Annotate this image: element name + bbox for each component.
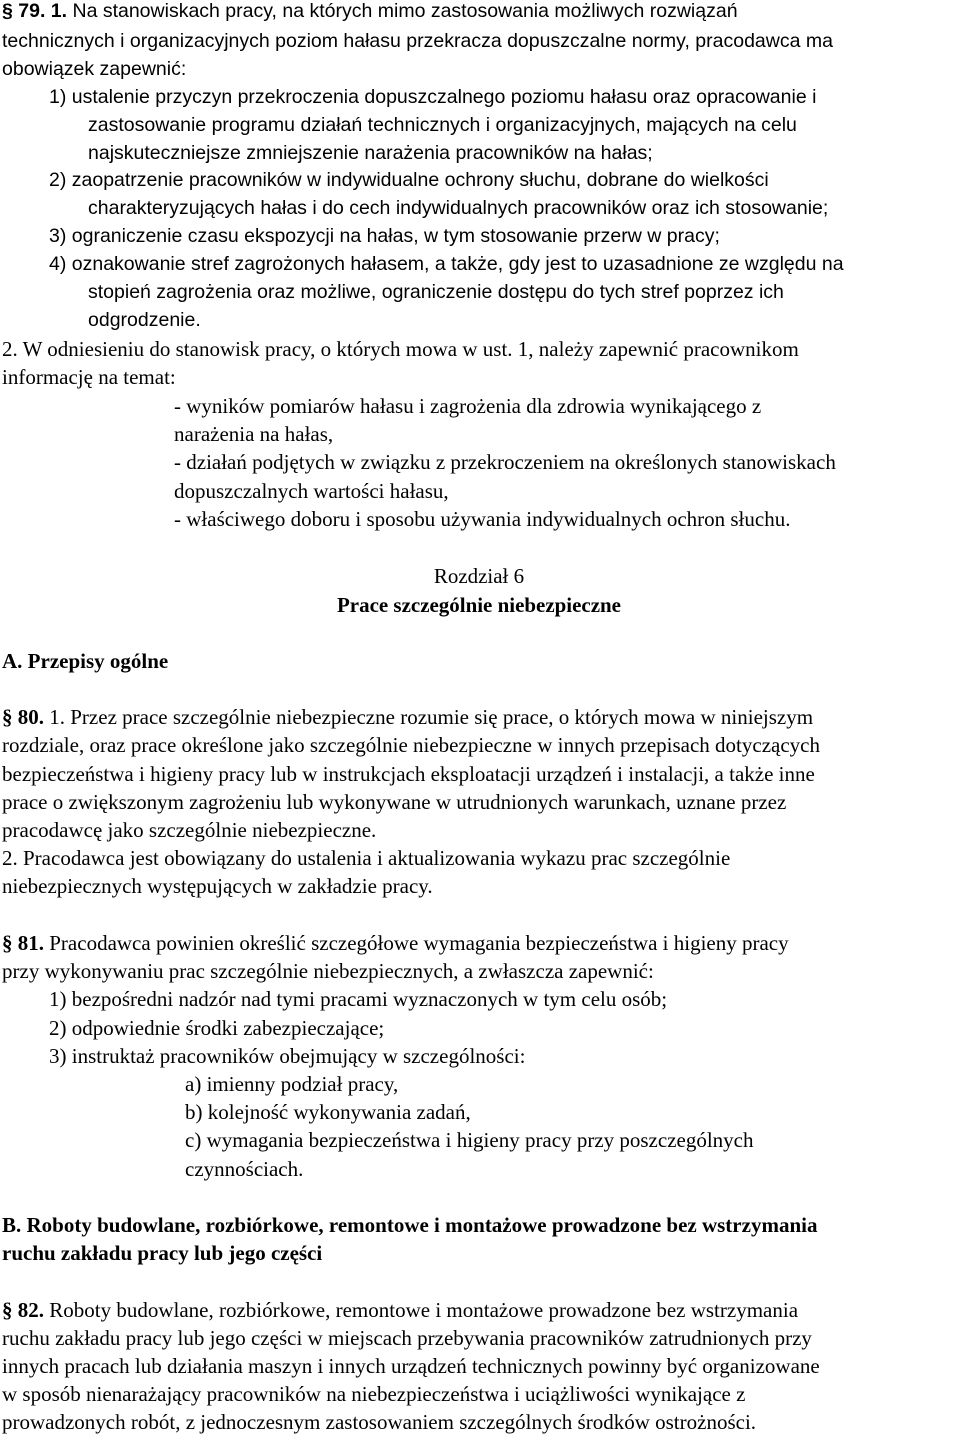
dash-item: - wyników pomiarów hałasu i zagrożenia dla zdrowia wynikającego z xyxy=(174,394,762,418)
paragraph-81-line xyxy=(2,929,789,957)
list-item-continuation: odgrodzenie. xyxy=(88,309,201,331)
list-item-continuation: zastosowanie programu działań technicznych i organizacyjnych, mających na celu xyxy=(88,114,797,136)
section-heading-b: ruchu zakładu pracy lub jego części xyxy=(2,1241,323,1265)
section-heading-b: B. Roboty budowlane, rozbiórkowe, remontowe i montażowe prowadzone bez wstrzymania xyxy=(2,1213,818,1237)
paragraph-81-number: § 81. xyxy=(2,931,44,955)
paragraph-81-line: przy wykonywaniu prac szczególnie niebezpiecznych, a zwłaszcza zapewnić: xyxy=(2,959,654,983)
list-item: 3) ograniczenie czasu ekspozycji na hałas, w tym stosowanie przerw w pracy; xyxy=(49,225,720,247)
paragraph-79-line xyxy=(2,0,738,25)
paragraph-80-line: bezpieczeństwa i higieny pracy lub w instrukcjach eksploatacji urządzeń i instalacji, a także inne xyxy=(2,762,815,786)
paragraph-79-line: 2. W odniesieniu do stanowisk pracy, o których mowa w ust. 1, należy zapewnić pracownikom xyxy=(2,337,799,361)
paragraph-82-number: § 82. xyxy=(2,1298,44,1322)
paragraph-82-line: innych pracach lub działania maszyn i innych urządzeń technicznych powinny być organizowane xyxy=(2,1354,820,1378)
section-heading-a: A. Przepisy ogólne xyxy=(2,649,169,673)
list-item-continuation: najskuteczniejsze zmniejszenie narażenia pracowników na hałas; xyxy=(88,142,653,164)
paragraph-79-line: obowiązek zapewnić: xyxy=(2,58,187,80)
paragraph-82-line: w sposób nienarażający pracowników na niebezpieczeństwa i uciążliwości wynikające z xyxy=(2,1382,746,1406)
list-item: 1) ustalenie przyczyn przekroczenia dopuszczalnego poziomu hałasu oraz opracowanie i xyxy=(49,86,817,108)
paragraph-80-text: 1. Przez prace szczególnie niebezpieczne rozumie się prace, o których mowa w niniejszym xyxy=(49,705,814,729)
chapter-number: Rozdział 6 xyxy=(433,564,525,588)
sub-list-item-continuation: czynnościach. xyxy=(185,1157,304,1181)
dash-item-continuation: dopuszczalnych wartości hałasu, xyxy=(174,479,449,503)
list-item-continuation: stopień zagrożenia oraz możliwe, ograniczenie dostępu do tych stref poprzez ich xyxy=(88,281,784,303)
paragraph-80-line: 2. Pracodawca jest obowiązany do ustalenia i aktualizowania wykazu prac szczególnie xyxy=(2,846,731,870)
sub-list-item: c) wymagania bezpieczeństwa i higieny pracy przy poszczególnych xyxy=(185,1128,754,1152)
paragraph-81-text: Pracodawca powinien określić szczegółowe wymagania bezpieczeństwa i higieny pracy xyxy=(49,931,789,955)
paragraph-80-number: § 80. xyxy=(2,705,44,729)
dash-item-continuation: narażenia na hałas, xyxy=(174,422,334,446)
list-item: 3) instruktaż pracowników obejmujący w szczególności: xyxy=(49,1044,526,1068)
paragraph-79-line: technicznych i organizacyjnych poziom hałasu przekracza dopuszczalne normy, pracodawca ma xyxy=(2,30,833,52)
list-item: 2) zaopatrzenie pracowników w indywidualne ochrony słuchu, dobrane do wielkości xyxy=(49,169,769,191)
list-item: 1) bezpośredni nadzór nad tymi pracami wyznaczonych w tym celu osób; xyxy=(49,987,668,1011)
paragraph-82-line: prowadzonych robót, z jednoczesnym zastosowaniem szczególnych środków ostrożności. xyxy=(2,1410,757,1434)
paragraph-80-line: niebezpiecznych występujących w zakładzie pracy. xyxy=(2,874,433,898)
dash-item: - właściwego doboru i sposobu używania indywidualnych ochron słuchu. xyxy=(174,507,791,531)
paragraph-82-text: Roboty budowlane, rozbiórkowe, remontowe i montażowe prowadzone bez wstrzymania xyxy=(49,1298,799,1322)
sub-list-item: b) kolejność wykonywania zadań, xyxy=(185,1100,471,1124)
sub-list-item: a) imienny podział pracy, xyxy=(185,1072,399,1096)
list-item: 4) oznakowanie stref zagrożonych hałasem, a także, gdy jest to uzasadnione ze względu na xyxy=(49,253,844,275)
paragraph-79-number: § 79. 1. xyxy=(2,0,68,22)
dash-item: - działań podjętych w związku z przekroczeniem na określonych stanowiskach xyxy=(174,450,836,474)
paragraph-82-line: ruchu zakładu pracy lub jego części w miejscach przebywania pracowników zatrudnionych przy xyxy=(2,1326,812,1350)
paragraph-79-line: informację na temat: xyxy=(2,365,176,389)
list-item: 2) odpowiednie środki zabezpieczające; xyxy=(49,1016,385,1040)
chapter-title: Prace szczególnie niebezpieczne xyxy=(337,593,621,617)
paragraph-79-text: Na stanowiskach pracy, na których mimo zastosowania możliwych rozwiązań xyxy=(72,0,738,22)
paragraph-80-line: prace o zwiększonym zagrożeniu lub wykonywane w utrudnionych warunkach, uznane przez xyxy=(2,790,787,814)
paragraph-80-line xyxy=(2,703,813,731)
paragraph-80-line: rozdziale, oraz prace określone jako szczególnie niebezpieczne w innych przepisach dotyczących xyxy=(2,733,820,757)
list-item-continuation: charakteryzujących hałas i do cech indywidualnych pracowników oraz ich stosowanie; xyxy=(88,197,829,219)
paragraph-80-line: pracodawcę jako szczególnie niebezpieczne. xyxy=(2,818,377,842)
paragraph-82-line xyxy=(2,1296,798,1324)
